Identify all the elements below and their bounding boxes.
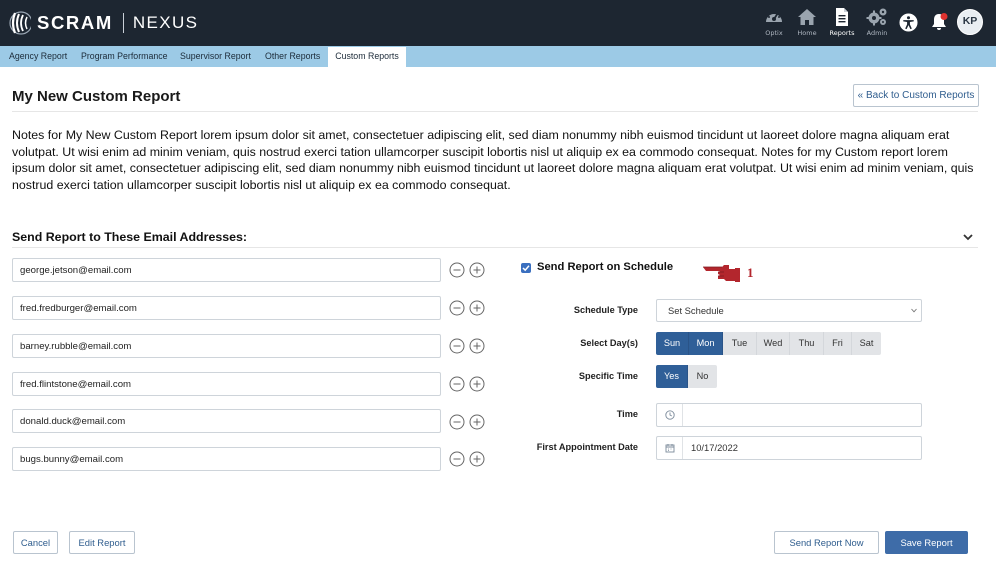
day-fri-toggle[interactable]: Fri: [824, 332, 852, 355]
add-email-icon[interactable]: [469, 376, 485, 392]
chevron-down-icon: [911, 308, 917, 313]
remove-email-icon[interactable]: [449, 451, 465, 467]
day-mon-toggle[interactable]: Mon: [689, 332, 723, 355]
day-wed-toggle[interactable]: Wed: [757, 332, 790, 355]
time-label: Time: [616, 409, 638, 419]
remove-email-icon[interactable]: [449, 414, 465, 430]
first-appointment-date-label: First Appointment Date: [536, 442, 638, 452]
tab-supervisor-report[interactable]: Supervisor Report: [180, 51, 251, 61]
add-email-icon[interactable]: [469, 300, 485, 316]
select-days-label: Select Day(s): [580, 338, 638, 348]
chevron-down-icon[interactable]: [962, 232, 974, 242]
day-sun-toggle[interactable]: Sun: [656, 332, 689, 355]
time-field[interactable]: [656, 403, 922, 427]
specific-time-yes[interactable]: Yes: [656, 365, 688, 388]
document-icon: [832, 7, 852, 27]
gauge-icon: [764, 7, 784, 27]
specific-time-no[interactable]: No: [688, 365, 717, 388]
day-selector: [656, 332, 881, 355]
bell-icon[interactable]: [929, 12, 949, 32]
schedule-type-label: Schedule Type: [573, 305, 638, 315]
user-avatar[interactable]: KP: [957, 9, 983, 35]
top-navigation-bar: [0, 0, 996, 46]
scram-logo-mark-icon: [9, 9, 31, 37]
add-email-icon[interactable]: [469, 262, 485, 278]
day-tue-toggle[interactable]: Tue: [723, 332, 757, 355]
send-on-schedule-checkbox[interactable]: [521, 263, 531, 273]
tab-custom-reports[interactable]: Custom Reports: [328, 47, 406, 68]
time-picker-button[interactable]: [657, 404, 683, 426]
add-email-icon[interactable]: [469, 414, 485, 430]
clock-icon: [665, 410, 675, 420]
remove-email-icon[interactable]: [449, 338, 465, 354]
scram-nexus-logo[interactable]: [9, 9, 198, 37]
edit-report-button[interactable]: Edit Report: [69, 531, 135, 554]
tab-agency-report[interactable]: Agency Report: [9, 51, 68, 61]
report-notes: Notes for My New Custom Report lorem ipsum dolor sit amet, consectetuer adipiscing elit, sed diam nonummy nibh euismod tincidunt ut laoreet dolore magna aliquam erat volutpat. Ut wisi enim ad minim veniam, quis nostrud exerci tation ullamcorper suscipit lobortis nisl ut aliquip ex ea commodo consequat. Notes for my Custom report lorem ipsum dolor sit amet, consectetuer adipiscing elit, sed diam nonummy nibh euismod tincidunt ut laoreet dolore magna aliquam erat volutpat. Ut wisi enim ad minim veniam, quis nostrud exerci tation ullamcorper suscipit lobortis nisl ut aliquip ex ea commodo consequat.: [12, 128, 974, 192]
section-divider: [12, 247, 978, 248]
title-divider: [12, 111, 978, 112]
callout-number: 1: [747, 265, 754, 280]
calendar-icon: [665, 443, 675, 453]
nav-admin[interactable]: [860, 7, 894, 37]
first-appointment-date-field[interactable]: [656, 436, 922, 460]
checkmark-icon: [522, 264, 530, 272]
first-appointment-date-value: 10/17/2022: [691, 442, 738, 453]
report-tabs: [0, 46, 996, 67]
home-icon: [797, 7, 817, 27]
nav-label: Optix: [765, 29, 783, 37]
add-email-icon[interactable]: [469, 451, 485, 467]
nav-home[interactable]: [790, 7, 824, 37]
save-report-button[interactable]: Save Report: [885, 531, 968, 554]
cancel-button[interactable]: Cancel: [13, 531, 58, 554]
specific-time-toggle: [656, 365, 717, 388]
tab-program-performance[interactable]: Program Performance: [81, 51, 168, 61]
email-field[interactable]: [12, 296, 441, 320]
specific-time-label: Specific Time: [578, 371, 638, 381]
brand-main-text: SCRAM: [37, 12, 113, 33]
email-field[interactable]: [12, 372, 441, 396]
email-field[interactable]: [12, 258, 441, 282]
email-field[interactable]: [12, 334, 441, 358]
nav-optix[interactable]: [757, 7, 791, 37]
brand-sub-text: NEXUS: [132, 13, 199, 32]
back-to-custom-reports-button[interactable]: « Back to Custom Reports: [853, 84, 979, 107]
nav-reports[interactable]: [825, 7, 859, 37]
send-on-schedule-label: Send Report on Schedule: [537, 261, 674, 273]
gears-icon: [866, 7, 888, 27]
brand-divider: [123, 13, 124, 33]
day-thu-toggle[interactable]: Thu: [790, 332, 824, 355]
date-picker-button[interactable]: [657, 437, 683, 459]
nav-label: Home: [797, 29, 817, 37]
add-email-icon[interactable]: [469, 338, 485, 354]
tab-other-reports[interactable]: Other Reports: [265, 51, 321, 61]
send-report-now-button[interactable]: Send Report Now: [774, 531, 879, 554]
nav-label: Reports: [829, 29, 855, 37]
remove-email-icon[interactable]: [449, 300, 465, 316]
pointing-hand-icon: [702, 262, 742, 284]
remove-email-icon[interactable]: [449, 376, 465, 392]
day-sat-toggle[interactable]: Sat: [852, 332, 881, 355]
email-field[interactable]: [12, 409, 441, 433]
schedule-type-value: Set Schedule: [668, 305, 724, 316]
accessibility-icon[interactable]: [899, 13, 918, 32]
callout-pointer: [702, 262, 758, 284]
schedule-type-select[interactable]: [656, 299, 922, 322]
page-title: My New Custom Report: [12, 88, 181, 105]
email-section-title: Send Report to These Email Addresses:: [12, 230, 248, 244]
email-field[interactable]: [12, 447, 441, 471]
nav-label: Admin: [866, 29, 888, 37]
remove-email-icon[interactable]: [449, 262, 465, 278]
